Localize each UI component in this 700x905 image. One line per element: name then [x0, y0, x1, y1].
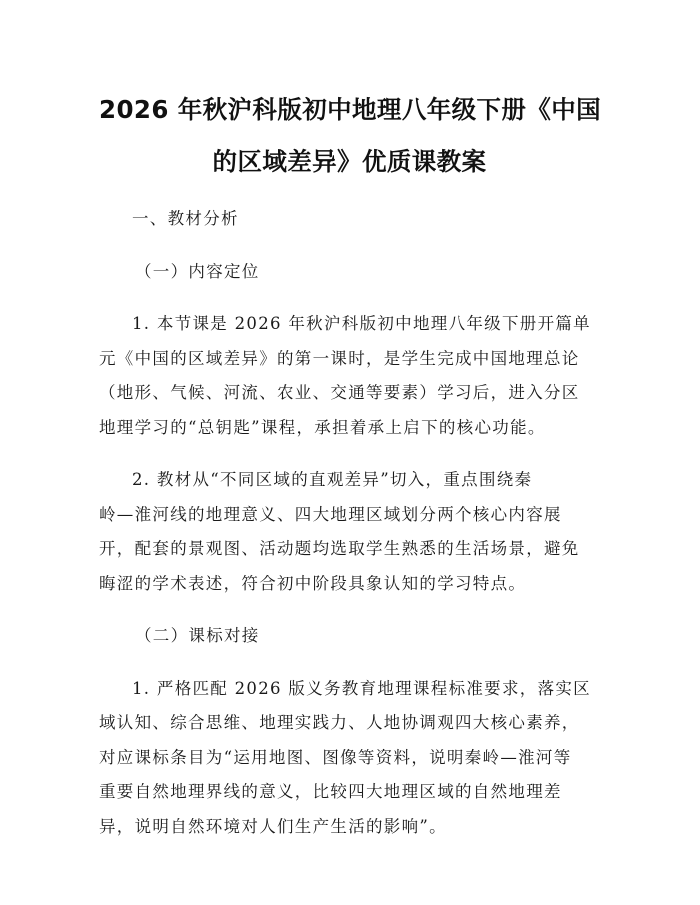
section-heading-textbook-analysis: 一、教材分析 [132, 209, 239, 228]
text-line: 1. 严格匹配 2026 版义务教育地理课程标准要求，落实区 [132, 678, 591, 698]
text-line: 重要自然地理界线的意义，比较四大地理区域的自然地理差 [99, 782, 562, 801]
text-line: 2. 教材从“不同区域的直观差异”切入，重点围绕秦 [132, 470, 533, 489]
title-line: 的区域差异》优质课教案 [212, 147, 487, 176]
subsection-heading-curriculum-alignment: （二）课标对接 [135, 626, 260, 645]
title-line: 2026 年秋沪科版初中地理八年级下册《中国 [99, 95, 602, 124]
text-line: 岭—淮河线的地理意义、四大地理区域划分两个核心内容展 [99, 504, 562, 524]
text-line: 开，配套的景观图、活动题均选取学生熟悉的生活场景，避免 [99, 539, 580, 558]
text-line: 元《中国的区域差异》的第一课时，是学生完成中国地理总论 [99, 348, 580, 368]
document-body [99, 202, 600, 844]
text-line: 异，说明自然环境对人们生产生活的影响”。 [99, 816, 447, 836]
paragraph-curriculum-alignment-1 [99, 672, 600, 845]
paragraph-content-positioning-2 [99, 463, 600, 601]
subsection-heading-content-positioning: （一）内容定位 [135, 261, 260, 281]
text-line: 1. 本节课是 2026 年秋沪科版初中地理八年级下册开篇单 [132, 314, 591, 333]
text-line: 地理学习的“总钥匙”课程，承担着承上启下的核心功能。 [99, 417, 546, 437]
text-line: 对应课标条目为“运用地图、图像等资料，说明秦岭—淮河等 [99, 747, 572, 767]
document-title [99, 84, 600, 188]
text-line: （地形、气候、河流、农业、交通等要素）学习后，进入分区 [99, 383, 580, 402]
paragraph-content-positioning-1 [99, 307, 600, 445]
text-line: 晦涩的学术表述，符合初中阶段具象认知的学习特点。 [99, 573, 527, 593]
text-line: 域认知、综合思维、地理实践力、人地协调观四大核心素养， [99, 713, 580, 732]
